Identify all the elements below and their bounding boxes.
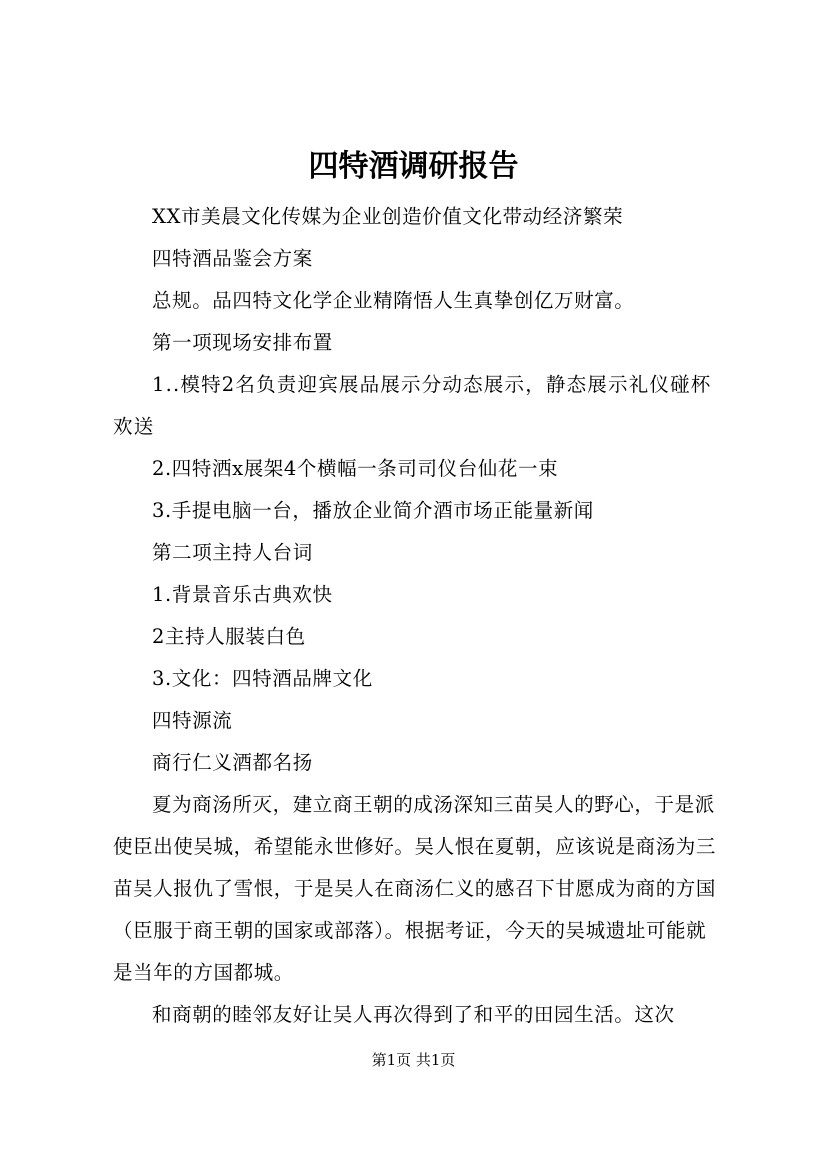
paragraph: 和商朝的睦邻友好让吴人再次得到了和平的田园生活。这次 (152, 1003, 675, 1026)
paragraph: XX市美晨文化传媒为企业创造价值文化带动经济繁荣 (152, 205, 624, 228)
paragraph: 四特酒品鉴会方案 (152, 247, 313, 270)
paragraph: 商行仁义酒都名扬 (152, 751, 313, 774)
page-footer: 第1页 共1页 (371, 1051, 456, 1069)
paragraph: 总规。品四特文化学企业精隋悟人生真挚创亿万财富。 (152, 289, 635, 312)
paragraph: 1.背景音乐古典欢快 (152, 583, 333, 606)
paragraph: 3.手提电脑一台，播放企业简介酒市场正能量新闻 (152, 499, 594, 522)
paragraph: 3.文化：四特酒品牌文化 (152, 667, 373, 690)
paragraph: 1..模特2名负责迎宾展品展示分动态展示，静态展示礼仪碰杯欢送 (113, 373, 712, 438)
section-heading: 四特源流 (152, 709, 233, 732)
paragraph: 2.四特洒x展架4个横幅一条司司仪台仙花一束 (152, 457, 559, 480)
paragraph: 2主持人服装白色 (152, 625, 306, 648)
document-body (113, 196, 723, 1036)
document-title: 四特酒调研报告 (308, 149, 519, 184)
section-heading: 第二项主持人台词 (152, 541, 313, 564)
section-heading: 第一项现场安排布置 (152, 331, 333, 354)
paragraph: 夏为商汤所灭，建立商王朝的成汤深知三苗吴人的野心，于是派使臣出使吴城，希望能永世修好。吴人恨在夏朝，应该说是商汤为三苗吴人报仇了雪恨，于是吴人在商汤仁义的感召下甘愿成为商的方国（臣服于商王朝的国家或部落）。根据考证，今天的吴城遗址可能就是当年的方国都城。 (113, 793, 717, 984)
